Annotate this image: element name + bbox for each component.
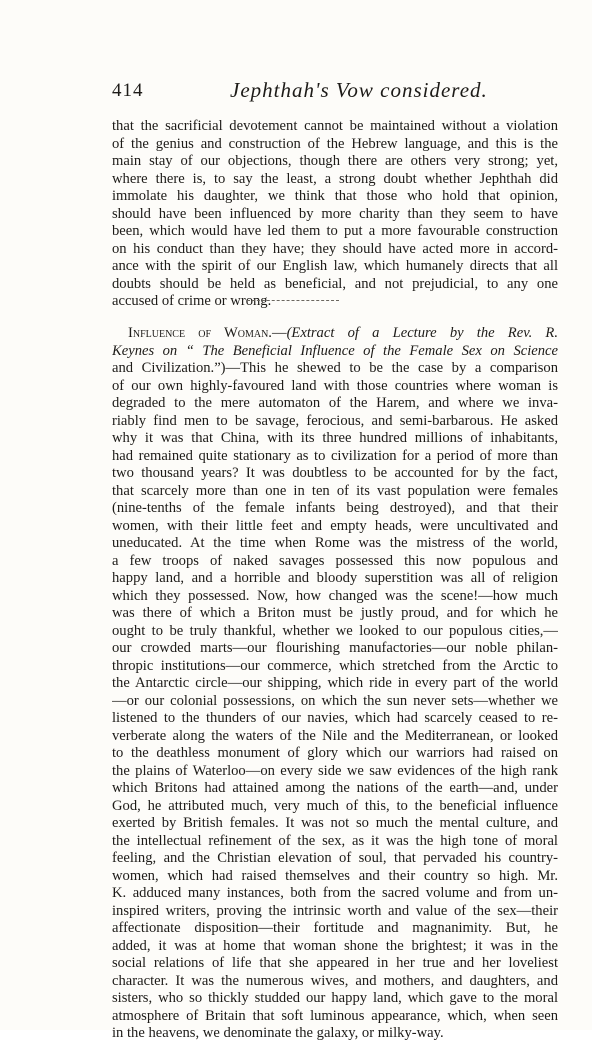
text-line: (nine-tenths of the female infants being destroyed), and that their [112,500,558,516]
text-line: main stay of our objections, though there are others very strong; yet, [112,153,558,169]
text-line: added, it was at home that woman shone the brightest; it was in the [112,937,558,954]
text-line: character. It was the numerous wives, and mothers, and daughters, and [112,972,558,989]
text-line: where there is, to say the least, a strong doubt whether Jephthah did [112,170,558,187]
paragraph-influence-of-woman [112,325,558,1043]
text-line: thropic institutions—our commerce, which stretched from the Arctic to [112,657,558,674]
text-line: —or our colonial possessions, on which the sun never sets—whether we [112,692,558,709]
text-line: the Antarctic circle—our shipping, which ride in every part of the world [112,675,558,691]
text-line: of the genius and construction of the Hebrew language, and this is the [112,135,558,152]
text-line: was there of which a Briton must be justly proud, and for which he [112,605,558,621]
text-line: riably find men to be savage, ferocious, and semi-barbarous. He asked [112,412,558,429]
text-line: the intellectual refinement of the sex, as it was the high tone of moral [112,832,558,849]
text-line: verberate along the waters of the Nile and the Mediterranean, or looked [112,727,558,744]
text-line: that the sacrificial devotement cannot be maintained without a violation [112,118,558,134]
text-line: social relations of life that she appeared in her true and her loveliest [112,955,558,971]
running-title: Jephthah's Vow considered. [230,78,488,102]
text-line: atmosphere of Britain that soft luminous appearance, which, when seen [112,1007,558,1024]
text-line: of our own highly-favoured land with those countries where woman is [112,377,558,394]
text-line: ought to be truly thankful, whether we looked to our populous cities,— [112,622,558,639]
text-line: Keynes on “ The Beneficial Influence of the Female Sex on Science [112,342,558,359]
running-head [112,78,562,106]
text-line: which they possessed. Now, how changed was the scene!—how much [112,587,558,604]
paragraph-vow-conclusion [112,118,558,311]
text-line: immolate his daughter, we think that those who hold that opinion, [112,188,558,204]
text-line: happy land, and a horrible and bloody superstition was all of religion [112,570,558,586]
text-line: inspired writers, proving the intrinsic worth and value of the sex—their [112,902,558,919]
section-heading-line [112,325,558,343]
text-line: which Britons had attained among the nations of the earth—and, under [112,780,558,796]
text-line: affectionate disposition—their fortitude and magnanimity. But, he [112,920,558,936]
text-line: feeling, and the Christian elevation of soul, that pervaded his country- [112,850,558,866]
text-line: God, he attributed much, very much of this, to the beneficial influence [112,797,558,814]
text-line: to the deathless monument of glory which our warriors had raised on [112,745,558,761]
page-number: 414 [112,80,144,101]
text-line: listened to the thunders of our navies, which had scarcely ceased to re- [112,710,558,726]
text-line: uneducated. At the time when Rome was the mistress of the world, [112,535,558,551]
text-line: that scarcely more than one in ten of its vast population were females [112,482,558,499]
section-heading: Influence of Woman. [128,325,272,341]
text-line: in the heavens, we denominate the galaxy, or milky-way. [112,1025,444,1041]
text-line: should have been influenced by more charity than they seem to have [112,205,558,222]
text-line: been, which would have led them to put a more favourable construction [112,223,558,239]
text-line: K. adduced many instances, both from the sacred volume and from un- [112,885,558,901]
text-line: and Civilization.”)—This he shewed to be the case by a comparison [112,360,558,376]
text-line: ance with the spirit of our English law, which humanely directs that all [112,258,558,274]
text-line: women, which had raised themselves and their country so high. Mr. [112,867,558,884]
extract-citation: (Extract of a Lecture by the Rev. R. [286,325,558,341]
text-line: why it was that China, with its three hundred millions of inhabitants, [112,430,558,446]
text-line: accused of crime or wrong. [112,293,272,309]
text-line: on his conduct than they have; they should have acted more in accord- [112,240,558,257]
text-line: doubts should be held as beneficial, and not prejudicial, to any one [112,275,558,292]
text-line: had remained quite stationary as to civilization for a period of more than [112,447,558,464]
text-line: exerted by British females. It was not so much the mental culture, and [112,815,558,831]
text-line: degraded to the mere automaton of the Harem, and where we inva- [112,395,558,411]
text-line: our crowded marts—our flourishing manufactories—our noble philan- [112,640,558,656]
text-line: a few troops of naked savages possessed this now populous and [112,552,558,569]
heading-dash: — [271,325,287,341]
text-line: women, with their little feet and empty heads, were uncultivated and [112,517,558,534]
section-divider [247,300,339,301]
text-line: two thousand years? It was doubtless to be accounted for by the fact, [112,465,558,481]
text-line: sisters, who so thickly studded our happy land, which gave to the moral [112,990,558,1006]
text-line: the plains of Waterloo—on every side we saw evidences of the high rank [112,762,558,779]
